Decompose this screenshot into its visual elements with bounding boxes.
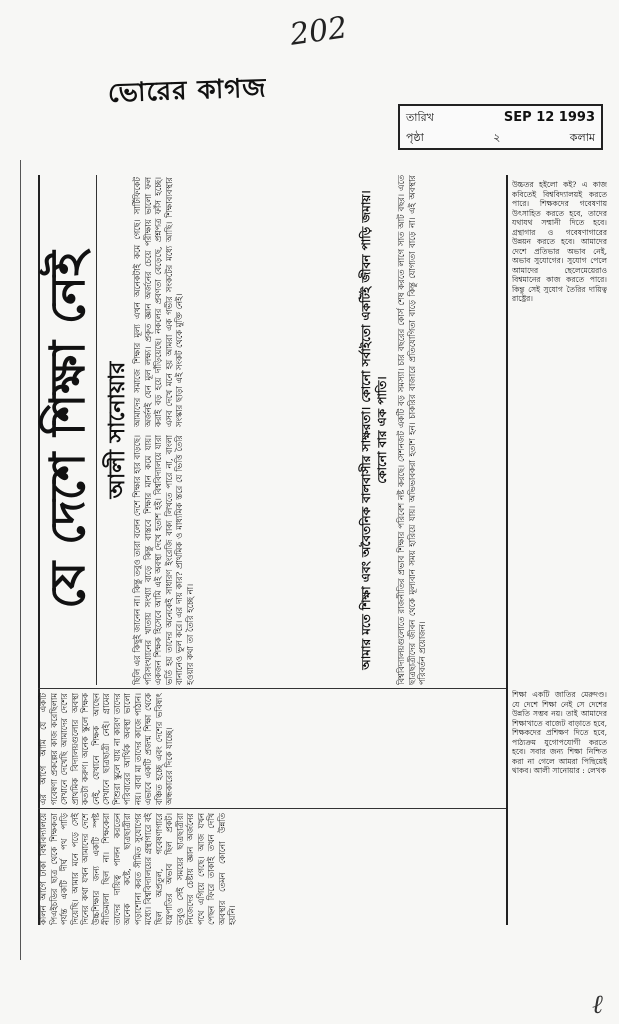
date-stamp-label: তারিখ: [406, 111, 434, 124]
handwritten-page-number: 202: [287, 10, 350, 53]
clipping-edge: [20, 160, 29, 960]
article-side-column-2: শিক্ষা একটি জাতির মেরুদণ্ড। যে দেশে শিক্ষা নেই সে দেশের উন্নতি সম্ভব নয়। তাই আমাদের শিক্ষাখাতে বাজেট বাড়াতে হবে, শিক্ষকদের প্রশিক্ষণ দিতে হবে, পাঠ্যক্রম যুগোপযোগী করতে হবে। সবার জন্য শিক্ষা নিশ্চিত করা না গেলে আমরা পিছিয়েই থাকব। আলী সানোয়ার : লেখক: [512, 690, 607, 775]
article-column-2: এর আগে আমি যে একটি গবেষণা প্রকল্পের কাজ করেছিলাম সেখানে দেখেছি আমাদের দেশের প্রাথমিক বিদ্যালয়গুলোর অবস্থা কতটা করুণ। অনেক স্কুলে শিক্ষক নেই, যেখানে শিক্ষক আছেন সেখানে ছাত্রছাত্রী নেই। গ্রামের শিশুরা স্কুলে যায় না কারণ তাদের পরিবারের আর্থিক অবস্থা ভালো নয়। বাবা মা তাদের কাজে পাঠান। এভাবে একটি প্রজন্ম শিক্ষা থেকে বঞ্চিত হচ্ছে এবং দেশের ভবিষ্যৎ অন্ধকারের দিকে যাচ্ছে।: [38, 693, 174, 805]
article-column-1: কলিন আগে ঢাকা বিশ্ববিদ্যালয়ে পিএইচডির ছাত্র থেকে শিক্ষকতা পর্যন্ত একটি দীর্ঘ পথ পাড়ি দিয়েছি। আমার মনে পড়ে সেই দিনের কথা যখন আমাদের দেশে উচ্চশিক্ষার জন্য একটি স্পষ্ট নীতিমালা ছিল না। শিক্ষকেরা তাদের দায়িত্ব পালন করতেন অনেক কষ্টে, ছাত্রছাত্রীরা পড়াশোনা করত সীমিত সুযোগের মধ্যে। বিশ্ববিদ্যালয়ের গ্রন্থাগারে বই ছিল অপ্রতুল, গবেষণাগারে যন্ত্রপাতির অভাব ছিল প্রকট। তবুও সেই সময়ের ছাত্রছাত্রীরা নিজেদের চেষ্টায় জ্ঞান অর্জনের পথে এগিয়ে গেছে। আজ যখন পেছন ফিরে তাকাই তখন দেখি অবস্থার তেমন কোনো উন্নতি হয়নি।: [38, 813, 237, 925]
article-header: [38, 175, 508, 685]
article-byline: আলী সানোয়ার: [104, 361, 130, 499]
article-standfirst: আমার মতে শিক্ষা এবং অবৈতনিক বালবাসীর সাক্ষরতা। কোনো সর্বাইতো একটিই জীবন পাড়ি জমায়। কোনো বার এক পাতি।: [359, 190, 389, 670]
article-column-3: ছিলি এর কিছুই জানেন না। কিন্তু তবুও তারা বলেন দেশে শিক্ষার হার বাড়ছে। পরিসংখ্যানের খাতায় সংখ্যা বাড়ে কিন্তু বাস্তবে শিক্ষার মান কমে যায়। একজন শিক্ষক হিসেবে আমি এই অবস্থা দেখে হতাশ হই। বিশ্ববিদ্যালয়ে যারা ভর্তি হয় তাদের অনেকেই সাধারণ ইংরেজি বাক্য লিখতে পারে না, বাংলা বানানেও ভুল করে। এর দায় কার? প্রাথমিক ও মাধ্যমিক স্তরে যে ভিত্তি তৈরি হওয়ার কথা তা তৈরি হচ্ছে না।: [132, 435, 195, 685]
newspaper-masthead: ভোরের কাগজ: [107, 73, 268, 109]
handwritten-mark: ℓ: [592, 990, 603, 1020]
page-value: ২: [493, 131, 501, 144]
column-label: কলাম: [569, 131, 595, 144]
column-rule: [38, 808, 506, 809]
newspaper-article: [38, 175, 508, 925]
page-label: পৃষ্ঠা: [406, 131, 424, 144]
article-column-4: আমাদের সমাজে শিক্ষার মূল্য এখন অনেকটাই কমে গেছে। সার্টিফিকেট অর্জনই যেন মূল লক্ষ্য। প্রকৃত জ্ঞান অর্জনের চেয়ে পরীক্ষায় ভালো ফল করাই বড় হয়ে দাঁড়িয়েছে। নকলের প্রবণতা বেড়েছে, প্রশ্নপত্র ফাঁস হচ্ছে। এসব দেখে মনে হয় আমরা এক গভীর সংকটের মধ্যে আছি। শিক্ষাব্যবস্থার সংস্কার ছাড়া এই সংকট থেকে মুক্তি নেই।: [132, 177, 184, 427]
article-headline: যে দেশে শিক্ষা নেই: [40, 175, 97, 685]
column-rule: [38, 688, 506, 689]
article-side-column: উচ্চতর হইলো কই? এ কাজ কবিতেই বিশ্ববিদ্যালয়ই করতে পারে। শিক্ষকদের গবেষণায় উৎসাহিত করতে হবে, তাদের যথাযথ সম্মানী দিতে হবে। গ্রন্থাগার ও গবেষণাগারের উন্নয়ন করতে হবে। আমাদের দেশে প্রতিভার অভাব নেই, অভাব সুযোগের। সুযোগ পেলে আমাদের ছেলেমেয়েরাও বিশ্বমানের কাজ করতে পারে। কিন্তু সেই সুযোগ তৈরির দায়িত্ব রাষ্ট্রের।: [512, 180, 607, 303]
article-column-5: বিশ্ববিদ্যালয়গুলোতে রাজনীতির প্রভাব শিক্ষার পরিবেশ নষ্ট করছে। সেশনজট একটি বড় সমস্যা। চার বছরের কোর্স শেষ করতে লাগে সাত আট বছর। এতে ছাত্রছাত্রীদের জীবন থেকে মূল্যবান সময় হারিয়ে যায়। অভিভাবকরা হতাশ হন। চাকরির বাজারে প্রতিযোগিতা বাড়ে কিন্তু যোগ্যতা বাড়ে না। এই অবস্থার পরিবর্তন প্রয়োজন।: [396, 175, 427, 685]
date-stamp-date: SEP 12 1993: [503, 110, 595, 125]
date-stamp: [398, 104, 603, 150]
